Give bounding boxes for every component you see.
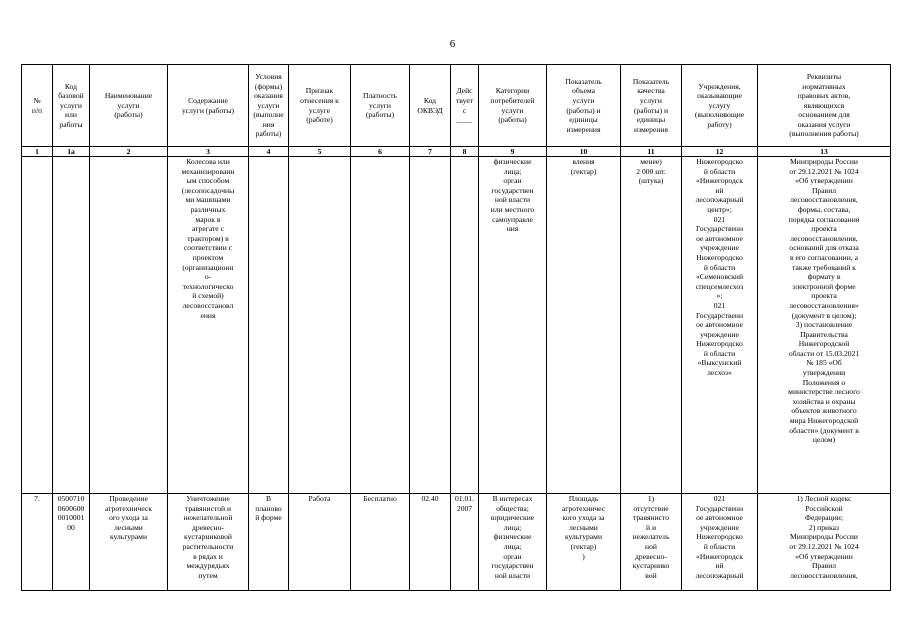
services-register-table	[21, 64, 891, 591]
header-row	[22, 65, 891, 147]
column-header: Код базовой услуги или работы	[53, 65, 90, 147]
table-cell	[451, 157, 479, 494]
column-header: Содержание услуги (работы)	[168, 65, 249, 147]
table-cell: 0500710 0600600 0010001 00	[53, 494, 90, 591]
column-header: Наименование услуги (работы)	[90, 65, 168, 147]
page-number: 6	[449, 38, 456, 50]
column-header: Показатель объема услуги (работы) и единицы измерения	[547, 65, 621, 147]
table-cell: Работа	[289, 494, 351, 591]
table-row	[22, 157, 891, 494]
table-cell: менее) 2 000 шт. (штука)	[621, 157, 682, 494]
table-cell: Минприроды России от 29.12.2021 № 1024 «Об утверждении Правил лесовосстановления, формы, состава, порядка согласования проекта лесовосстановления, оснований для отказа в его согласовании, а также требований к формату в электронной форме проекта лесовосстановления» (документ в целом); 3) постановление Правительства Нижегородской области от 15.03.2021 № 185 «Об утверждении Положения о министерстве лесного хозяйства и охраны объектов животного мира Нижегородской области» (документ в целом)	[758, 157, 891, 494]
table-cell	[53, 157, 90, 494]
table-cell: Нижегородско й области «Нижегородск ий лесопожарный центр»; 021 Государственн ое автономное учреждение Нижегородско й области «Семеновский спецсемлесхоз »; 021 Государственн ое автономное учреждение Нижегородско й области «Выксунский лесхоз»	[682, 157, 758, 494]
column-header: № п/п	[22, 65, 53, 147]
table-cell: 1) отсутствие травянисто й и нежелатель ной древесно- кустарнико вой	[621, 494, 682, 591]
column-header: Дейс твует с ____	[451, 65, 479, 147]
table-cell: Колесова или механизированн ым способом (лесопосадочны ми машинами различных марок в агрегате с трактором) в соответствии с проектом (организационн о- технологическо й схемой) лесовосстановл ения	[168, 157, 249, 494]
table-cell: Проведение агротехническ ого ухода за лесными культурами	[90, 494, 168, 591]
table-cell: физические лица; орган государствен ной власти или местного самоуправле ния	[479, 157, 547, 494]
column-header: Условия (формы) оказания услуги (выполне ния работы)	[249, 65, 289, 147]
column-number: 13	[758, 147, 891, 157]
table-cell	[22, 157, 53, 494]
column-number: 8	[451, 147, 479, 157]
table-cell	[289, 157, 351, 494]
column-number: 6	[351, 147, 410, 157]
table-cell: Бесплатно	[351, 494, 410, 591]
table-cell	[90, 157, 168, 494]
column-number: 10	[547, 147, 621, 157]
column-header: Показатель качества услуги (работы) и единицы измерения	[621, 65, 682, 147]
table-cell: Площадь агротехничес кого ухода за лесными культурами (гектар) )	[547, 494, 621, 591]
column-number: 11	[621, 147, 682, 157]
column-header: Платность услуги (работы)	[351, 65, 410, 147]
table-cell: В плановo й форме	[249, 494, 289, 591]
column-number: 9	[479, 147, 547, 157]
column-number: 7	[410, 147, 451, 157]
table-row	[22, 494, 891, 591]
column-number: 1а	[53, 147, 90, 157]
table-cell: 02.40	[410, 494, 451, 591]
table-cell: 021 Государственн ое автономное учреждение Нижегородско й области «Нижегородск ий лесопожарный	[682, 494, 758, 591]
table-cell: 7.	[22, 494, 53, 591]
column-number: 1	[22, 147, 53, 157]
table-cell: Уничтожение травянистой и нежелательной древесно- кустарниковой растительности в рядах и междурядьях путем	[168, 494, 249, 591]
table-cell: В интересах общества; юридические лица; физические лица; орган государствен ной власти	[479, 494, 547, 591]
table-cell: 01.01. 2007	[451, 494, 479, 591]
column-number: 5	[289, 147, 351, 157]
column-number: 3	[168, 147, 249, 157]
column-header: Категории потребителей услуги (работы)	[479, 65, 547, 147]
column-number: 4	[249, 147, 289, 157]
table-cell	[410, 157, 451, 494]
column-number-row	[22, 147, 891, 157]
table-cell	[249, 157, 289, 494]
column-header: Код ОКВЭД	[410, 65, 451, 147]
column-number: 12	[682, 147, 758, 157]
table-cell: вления (гектар)	[547, 157, 621, 494]
column-number: 2	[90, 147, 168, 157]
table-cell: 1) Лесной кодекс Российской Федерации; 2) приказ Минприроды России от 29.12.2021 № 1024 «Об утверждении Правил лесовосстановления,	[758, 494, 891, 591]
column-header: Признак отнесения к услуге (работе)	[289, 65, 351, 147]
column-header: Учреждения, оказывающие услугу (выполняющие работу)	[682, 65, 758, 147]
table-cell	[351, 157, 410, 494]
column-header: Реквизиты нормативных правовых актов, являющихся основанием для оказания услуги (выполнения работы)	[758, 65, 891, 147]
